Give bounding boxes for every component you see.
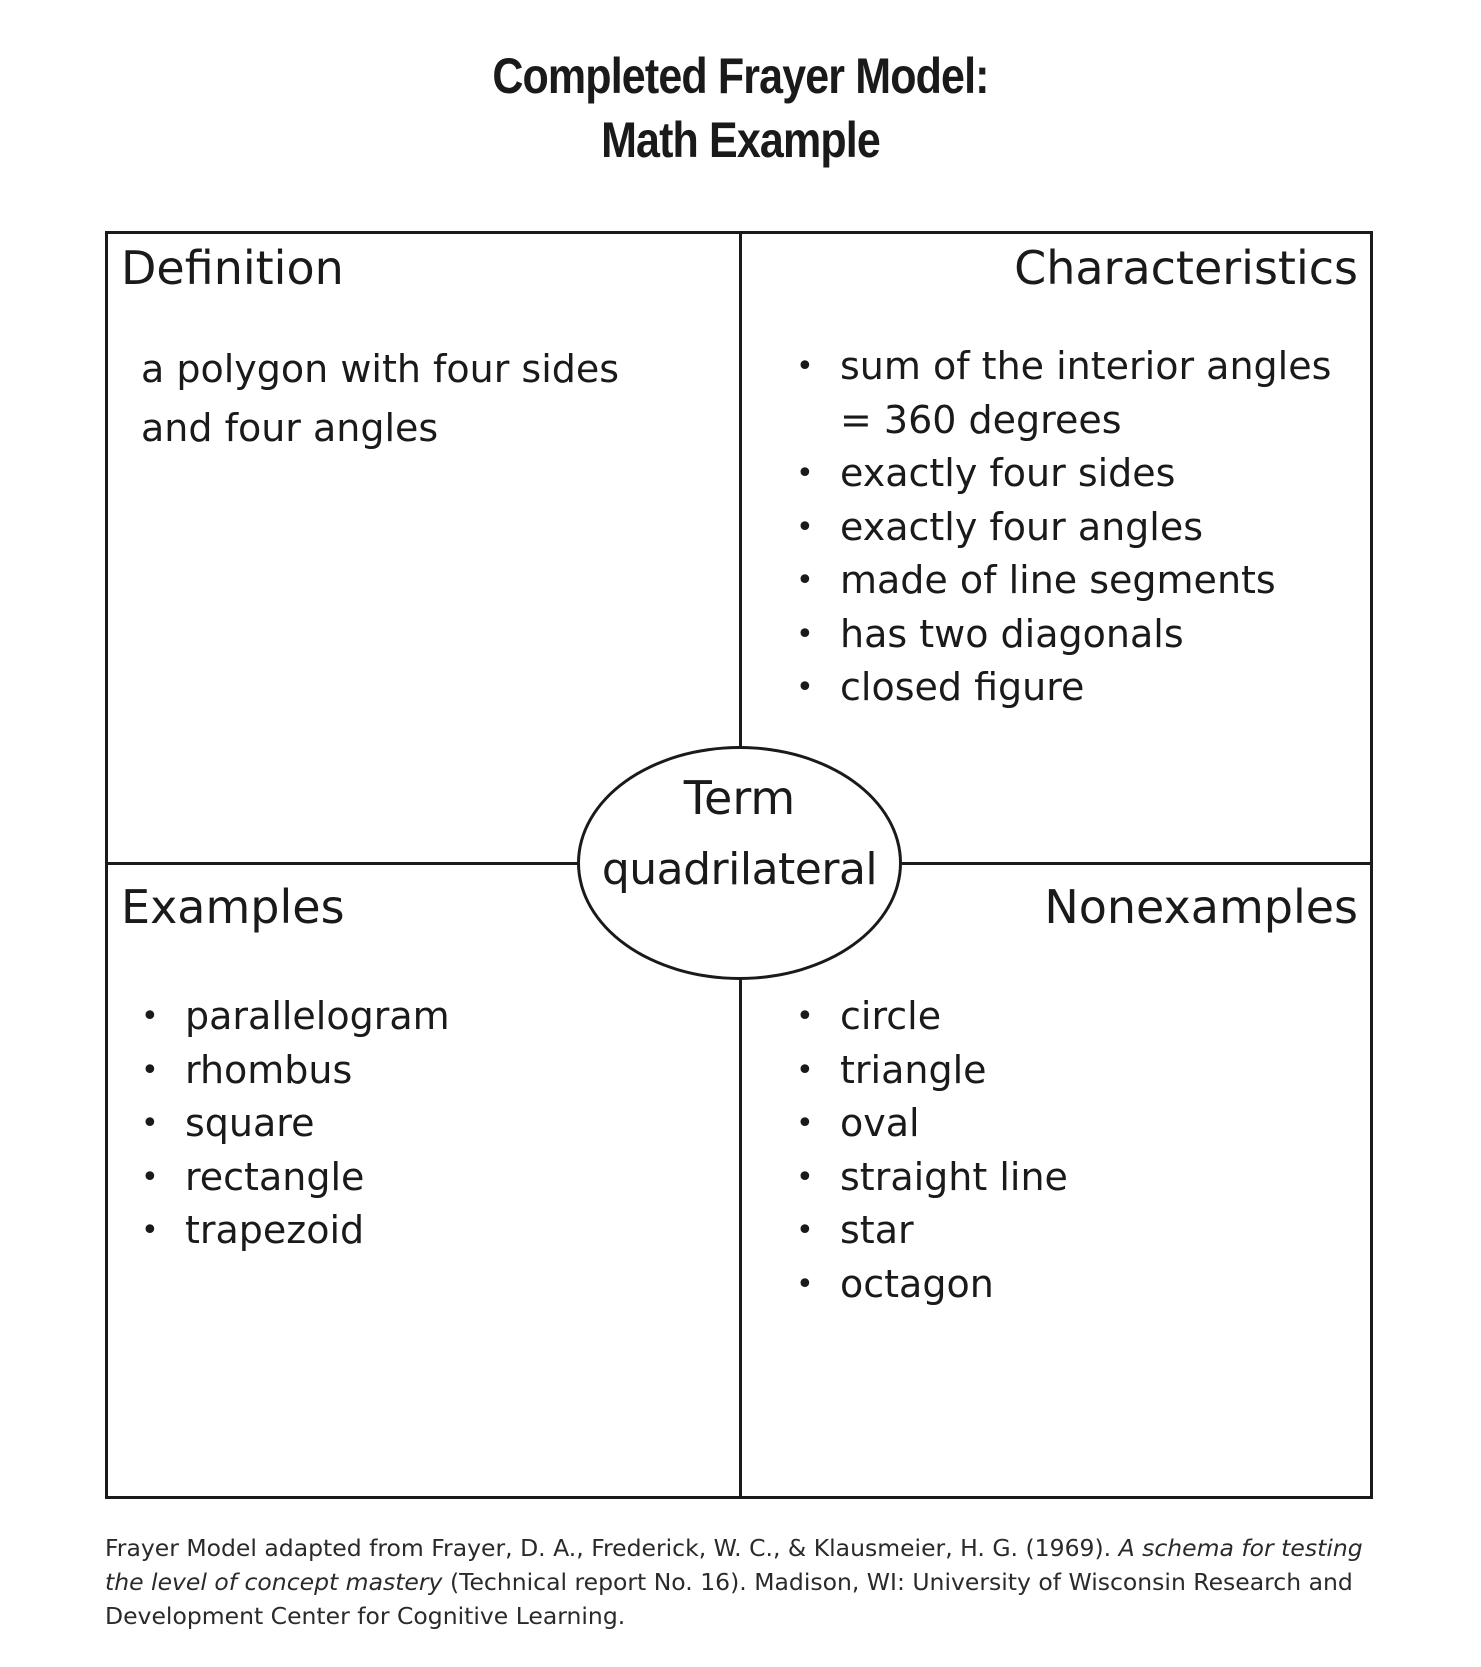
list-item-text: closed figure: [840, 665, 1085, 709]
list-item-text-continued: = 360 degrees: [840, 397, 1122, 442]
list-item-text: straight line: [840, 1154, 1068, 1199]
vertical-divider-bottom: [739, 975, 742, 1499]
citation-text-continued: (Technical report No. 16). Madison, WI: University of Wisconsin Research and Development Center for Cognitive Learning.: [105, 1568, 1353, 1630]
list-item-text: sum of the interior angles: [840, 344, 1332, 388]
bullet-icon: •: [141, 1213, 159, 1248]
list-item-text: rhombus: [185, 1047, 353, 1092]
bullet-icon: •: [796, 1213, 814, 1248]
horizontal-divider-left: [105, 862, 577, 865]
nonexamples-heading: Nonexamples: [1044, 880, 1358, 934]
list-item-text: exactly four angles: [840, 504, 1204, 549]
list-item-text: triangle: [840, 1047, 987, 1092]
vertical-divider-top: [739, 231, 742, 751]
bullet-icon: •: [141, 999, 159, 1034]
nonexamples-list: [796, 990, 1356, 1311]
bullet-icon: •: [796, 456, 814, 491]
list-item-text: star: [840, 1208, 914, 1252]
list-item-text: parallelogram: [185, 994, 450, 1038]
list-item-text: trapezoid: [185, 1208, 365, 1252]
page-title-line-1: Completed Frayer Model:: [492, 48, 989, 104]
list-item: [141, 1097, 701, 1151]
bullet-icon: •: [796, 1106, 814, 1141]
list-item: [141, 990, 701, 1044]
list-item-text: exactly four sides: [840, 451, 1176, 495]
examples-heading: Examples: [121, 880, 345, 934]
list-item-text: made of line segments: [840, 558, 1276, 602]
list-item: [796, 990, 1356, 1044]
bullet-icon: •: [141, 1159, 159, 1195]
characteristics-heading: Characteristics: [1014, 241, 1358, 295]
term-word: quadrilateral: [601, 844, 878, 895]
characteristics-list: [796, 340, 1356, 715]
bullet-icon: •: [141, 1052, 159, 1088]
list-item: [796, 661, 1356, 715]
list-item: [141, 1151, 701, 1205]
list-item-text: octagon: [840, 1261, 994, 1306]
list-item-text: circle: [840, 994, 942, 1038]
list-item: [796, 554, 1356, 608]
list-item-text: square: [185, 1101, 315, 1145]
horizontal-divider-right: [902, 862, 1373, 865]
term-label: Term: [683, 771, 796, 825]
definition-text-line-2: and four angles: [141, 406, 439, 450]
definition-heading: Definition: [121, 241, 344, 295]
list-item: [796, 501, 1356, 555]
bullet-icon: •: [141, 1106, 159, 1141]
list-item: [796, 340, 1356, 447]
list-item: [796, 1044, 1356, 1098]
bullet-icon: •: [796, 563, 814, 598]
bullet-icon: •: [796, 1052, 814, 1088]
list-item: [796, 447, 1356, 501]
bullet-icon: •: [796, 999, 814, 1034]
definition-text-line-1: a polygon with four sides: [141, 347, 620, 391]
list-item: [796, 1097, 1356, 1151]
bullet-icon: •: [796, 1159, 814, 1195]
list-item: [796, 1151, 1356, 1205]
list-item-text: has two diagonals: [840, 611, 1184, 656]
bullet-icon: •: [796, 616, 814, 652]
list-item: [141, 1044, 701, 1098]
bullet-icon: •: [796, 349, 814, 384]
page-title-line-2: Math Example: [601, 112, 880, 168]
citation-footnote: [105, 1531, 1405, 1633]
list-item: [796, 1204, 1356, 1258]
bullet-icon: •: [796, 509, 814, 545]
list-item: [796, 1258, 1356, 1312]
list-item: [796, 608, 1356, 662]
definition-text: [141, 340, 701, 458]
list-item: [141, 1204, 701, 1258]
examples-list: [141, 990, 701, 1258]
citation-title: A schema for testing the level of concept mastery: [105, 1534, 1363, 1596]
bullet-icon: •: [796, 1266, 814, 1302]
list-item-text: rectangle: [185, 1154, 365, 1199]
citation-text: Frayer Model adapted from Frayer, D. A., Frederick, W. C., & Klausmeier, H. G. (1969).: [105, 1534, 1119, 1562]
list-item-text: oval: [840, 1101, 920, 1145]
bullet-icon: •: [796, 670, 814, 705]
